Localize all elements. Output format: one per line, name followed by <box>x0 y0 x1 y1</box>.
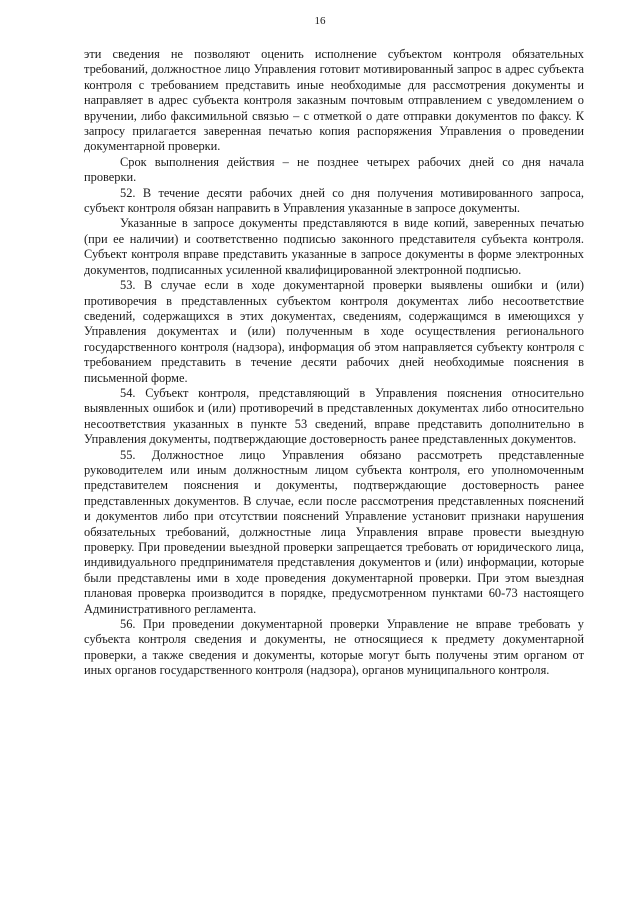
paragraph-deadline: Срок выполнения действия – не позднее четырех рабочих дней со дня начала проверки. <box>84 154 584 185</box>
page-number: 16 <box>314 15 326 27</box>
paragraph-item-55: 55. Должностное лицо Управления обязано рассмотреть представленные руководителем или иным должностным лицом субъекта контроля, его уполномоченным представителем пояснения и документы, подтверждающие достоверность ранее представленных документов. В случае, если после рассмотрения представленных пояснений и документов либо при отсутствии пояснений Управление установит признаки нарушения обязательных требований, должностные лица Управления вправе провести выездную проверку. При проведении выездной проверки запрещается требовать от юридического лица, индивидуального предпринимателя представления документов и (или) информации, которые были представлены ими в ходе проведения документарной проверки. При этом выездная плановая проверка производится в порядке, предусмотренном пунктами 60-73 настоящего Административного регламента. <box>84 447 584 616</box>
paragraph-item-52: 52. В течение десяти рабочих дней со дня получения мотивированного запроса, субъект контроля обязан направить в Управления указанные в запросе документы. <box>84 185 584 216</box>
paragraph-documents-form: Указанные в запросе документы представляются в виде копий, заверенных печатью (при ее наличии) и соответственно подписью законного представителя субъекта контроля. Субъект контроля вправе представить указанные в запросе документы в форме электронных документов, подписанных усиленной квалифицированной электронной подписью. <box>84 216 584 277</box>
paragraph-item-53: 53. В случае если в ходе документарной проверки выявлены ошибки и (или) противоречия в представленных субъектом контроля документах либо несоответствие сведений, содержащихся в этих документах, сведениям, содержащимся в имеющихся у Управления документах и (или) полученным в ходе осуществления регионального государственного контроля (надзора), информация об этом направляется субъекту контроля с требованием представить в течение десяти рабочих дней необходимые пояснения в письменной форме. <box>84 278 584 385</box>
paragraph-item-54: 54. Субъект контроля, представляющий в Управления пояснения относительно выявленных ошибок и (или) противоречий в представленных документах либо относительно несоответствия указанных в пункте 53 сведений, вправе представить дополнительно в Управления документы, подтверждающие достоверность ранее представленных документов. <box>84 385 584 447</box>
document-body <box>84 47 584 679</box>
paragraph-item-56: 56. При проведении документарной проверки Управление не вправе требовать у субъекта контроля сведения и документы, не относящиеся к предмету документарной проверки, а также сведения и документы, которые могут быть получены этим органом от иных органов государственного контроля (надзора), органов муниципального контроля. <box>84 617 584 678</box>
paragraph-continuation: эти сведения не позволяют оценить исполнение субъектом контроля обязательных требований, должностное лицо Управления готовит мотивированный запрос в адрес субъекта контроля с требованием представить иные необходимые для рассмотрения документы и направляет в адрес субъекта контроля заказным почтовым отправлением с уведомлением о вручении, либо факсимильной связью – с отметкой о дате отправки документов по факсу. К запросу прилагается заверенная печатью копия распоряжения Управления о проведении документарной проверки. <box>84 47 584 154</box>
